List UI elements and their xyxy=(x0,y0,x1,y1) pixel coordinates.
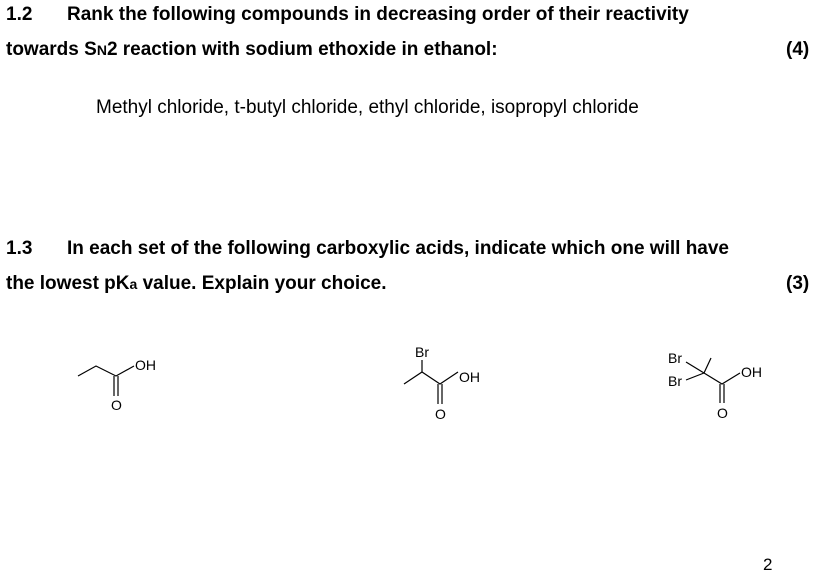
structure-1-o-label: O xyxy=(111,397,122,413)
structure-3-br-label-bottom: Br xyxy=(668,373,682,389)
structure-3-br1-bond xyxy=(686,362,704,373)
question-1-3-number: 1.3 xyxy=(6,238,33,259)
question-1-2-marks: (4) xyxy=(786,39,810,60)
structure-3-br-label-top: Br xyxy=(668,350,682,366)
page-number: 2 xyxy=(763,555,773,574)
structure-1-oh-label: OH xyxy=(135,357,156,373)
structure-3-o-label: O xyxy=(717,405,728,421)
question-1-2-text-part-2b: 2 reaction with sodium ethoxide in ethanol: xyxy=(106,39,498,60)
question-1-3-pka-subscript: a xyxy=(129,276,138,292)
question-1-3-text-part-2a: the lowest pK xyxy=(6,273,130,294)
question-1-3-text-part-1: In each set of the following carboxylic acids, indicate which one will have xyxy=(67,238,729,259)
structure-3-acid-chain xyxy=(704,373,740,384)
question-1-2-text-part-1: Rank the following compounds in decreasing order of their reactivity xyxy=(67,4,689,25)
question-1-3-marks: (3) xyxy=(786,273,810,294)
structure-2-br-label: Br xyxy=(415,344,429,360)
structure-3-oh-label: OH xyxy=(741,364,762,380)
question-1-2-compound-list: Methyl chloride, t-butyl chloride, ethyl chloride, isopropyl chloride xyxy=(96,97,639,118)
structure-3-br2-bond xyxy=(686,373,704,380)
question-1-2-text-part-2a: towards S xyxy=(6,39,97,60)
question-1-2-number: 1.2 xyxy=(6,4,33,25)
question-1-2-sn-subscript: N xyxy=(96,42,107,58)
question-1-3-text-part-2b: value. Explain your choice. xyxy=(137,273,387,294)
structure-3-methyl-bond xyxy=(704,358,711,373)
structure-2-oh-label: OH xyxy=(459,369,480,385)
structure-2-o-label: O xyxy=(435,406,446,422)
